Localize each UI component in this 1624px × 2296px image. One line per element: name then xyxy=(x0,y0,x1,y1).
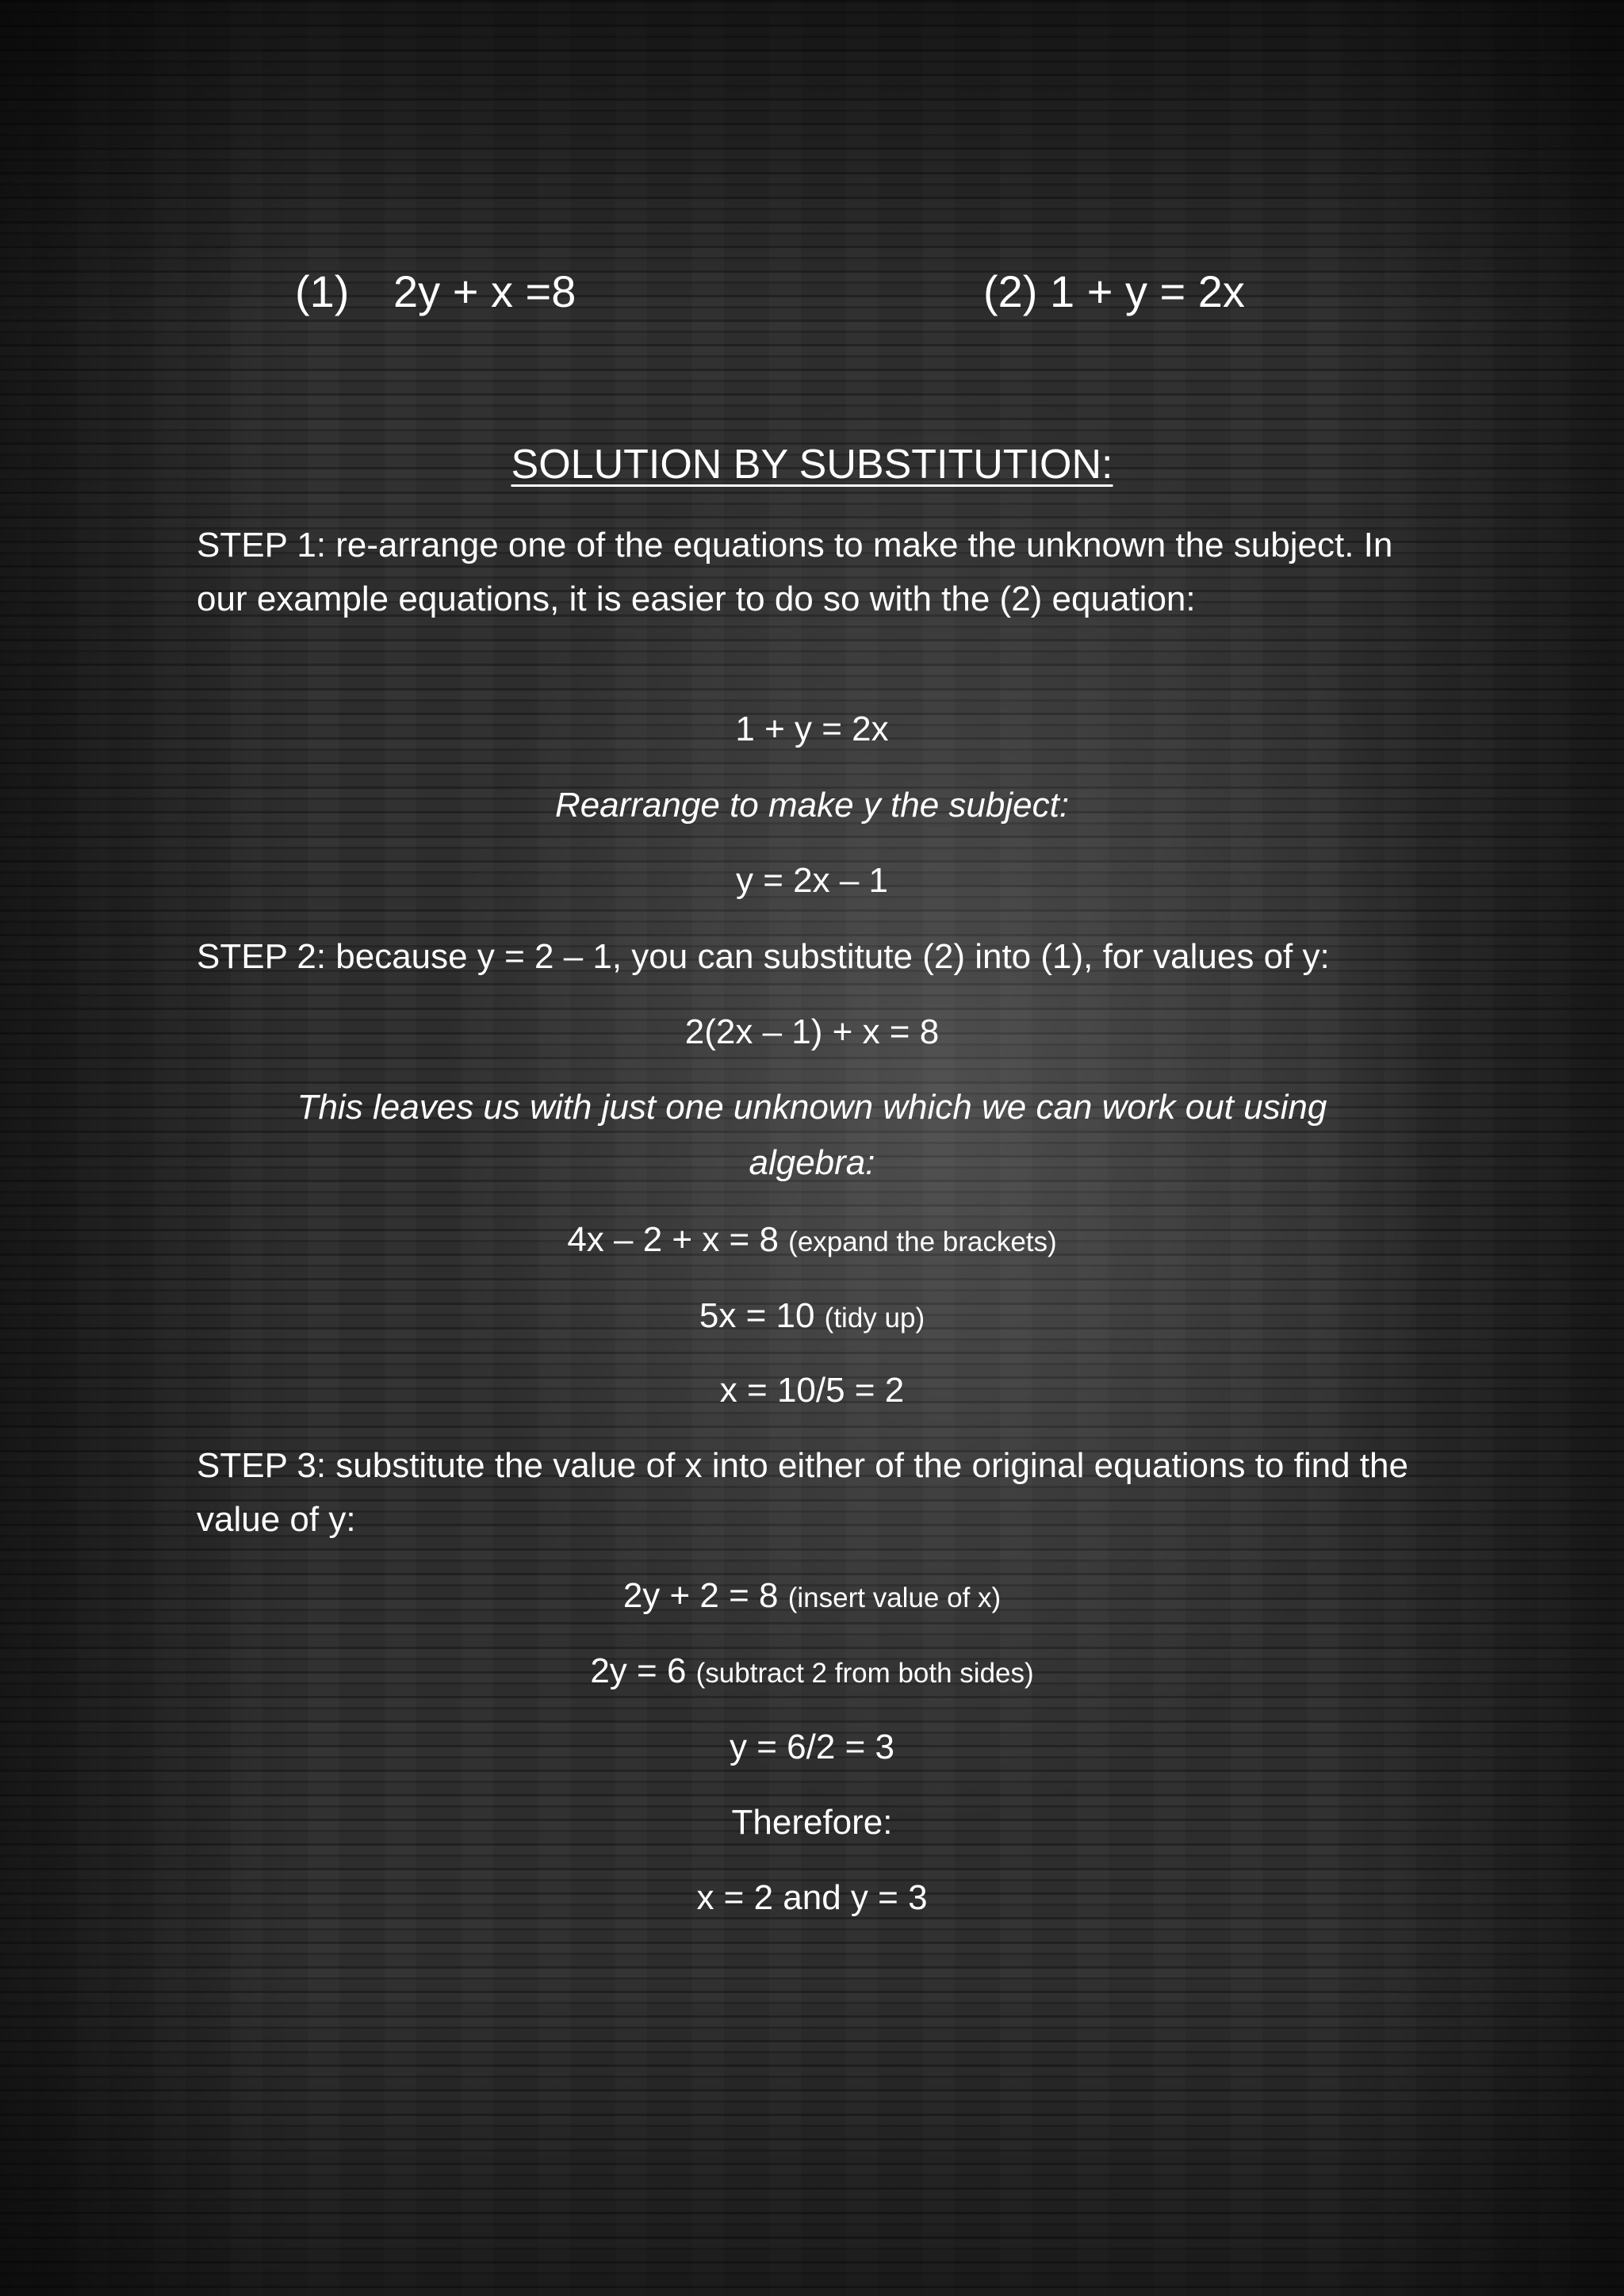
equation-1-text: 2y + x =8 xyxy=(393,266,576,316)
equation-2: (2) 1 + y = 2x xyxy=(983,266,1245,316)
step1-note: Rearrange to make y the subject: xyxy=(554,786,1070,825)
section-heading xyxy=(0,442,1624,488)
section-heading-text: SOLUTION BY SUBSTITUTION: xyxy=(511,442,1113,488)
equation-1 xyxy=(295,266,576,316)
step3-line2-main: 2y = 6 xyxy=(590,1651,687,1690)
step2-line2-main: 5x = 10 xyxy=(699,1296,815,1335)
step2-line1-main: 4x – 2 + x = 8 xyxy=(567,1220,779,1259)
step2-note: This leaves us with just one unknown which we can work out using algebra: xyxy=(297,1088,1327,1182)
step2-equation: 2(2x – 1) + x = 8 xyxy=(684,1012,940,1051)
step2-text: STEP 2: because y = 2 – 1, you can substitute (2) into (1), for values of y: xyxy=(197,937,1330,976)
step3-line3: y = 6/2 = 3 xyxy=(730,1728,894,1766)
step1-result: y = 2x – 1 xyxy=(735,861,888,900)
step3-line1-main: 2y + 2 = 8 xyxy=(622,1576,779,1615)
step1-equation: 1 + y = 2x xyxy=(735,710,889,748)
step2-line1-note: (expand the brackets) xyxy=(788,1226,1057,1257)
step3-line1-note: (insert value of x) xyxy=(787,1582,1002,1613)
step3-therefore: Therefore: xyxy=(731,1803,893,1842)
step1-text: STEP 1: re-arrange one of the equations to make the unknown the subject. In our example equations, it is easier to do so with the (2) equation: xyxy=(197,526,1393,618)
step2-line3: x = 10/5 = 2 xyxy=(719,1371,905,1410)
step3-line2 xyxy=(0,1644,1624,1701)
step2-line2-note: (tidy up) xyxy=(824,1303,925,1334)
step2-line2 xyxy=(0,1289,1624,1345)
step3-line2-note: (subtract 2 from both sides) xyxy=(695,1658,1034,1689)
final-answer: x = 2 and y = 3 xyxy=(696,1878,928,1917)
step3-line1 xyxy=(0,1569,1624,1625)
step3-text: STEP 3: substitute the value of x into either of the original equations to find the value of y: xyxy=(197,1446,1408,1539)
equation-1-number: (1) xyxy=(295,266,350,316)
step2-line1 xyxy=(0,1213,1624,1269)
